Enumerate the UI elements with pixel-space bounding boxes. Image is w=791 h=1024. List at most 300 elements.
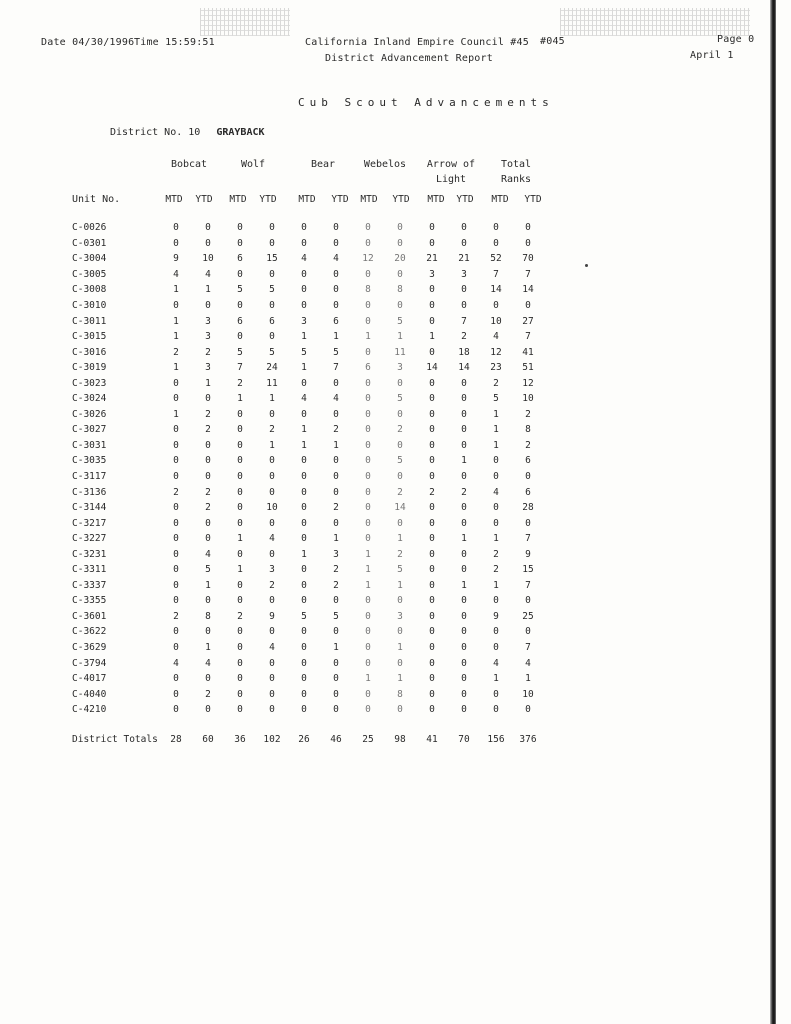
council-code: #045 <box>540 36 565 47</box>
table-cell: 0 <box>269 595 275 607</box>
table-cell: 0 <box>269 408 275 420</box>
table-cell: 0 <box>429 657 435 669</box>
table-cell: 0 <box>237 408 243 420</box>
table-cell: 0 <box>365 486 371 498</box>
table-cell: 28 <box>170 733 182 745</box>
table-cell: 0 <box>173 564 179 576</box>
table-cell: 0 <box>429 626 435 638</box>
table-cell: 2 <box>333 579 339 591</box>
table-cell: 24 <box>266 362 278 374</box>
table-cell: 0 <box>301 471 307 483</box>
scan-speck <box>585 264 588 267</box>
table-cell: 1 <box>173 284 179 296</box>
table-cell: 0 <box>429 533 435 545</box>
table-row <box>72 344 544 360</box>
table-cell: 2 <box>525 439 531 451</box>
table-cell: 0 <box>269 331 275 343</box>
table-cell: 0 <box>237 331 243 343</box>
table-cell: 1 <box>365 673 371 685</box>
table-cell: 8 <box>397 284 403 296</box>
table-cell: 0 <box>301 268 307 280</box>
table-cell: 2 <box>461 486 467 498</box>
table-cell: 7 <box>461 315 467 327</box>
table-cell: 0 <box>397 222 403 234</box>
table-cell: 0 <box>237 704 243 716</box>
table-cell: 8 <box>205 610 211 622</box>
table-cell: 0 <box>173 424 179 436</box>
table-cell: 0 <box>493 704 499 716</box>
table-cell: 8 <box>525 424 531 436</box>
table-cell: 0 <box>461 595 467 607</box>
table-cell: 1 <box>301 439 307 451</box>
column-group-5 <box>476 157 556 187</box>
table-cell: 25 <box>362 733 374 745</box>
table-cell: 0 <box>269 222 275 234</box>
table-cell: 0 <box>461 408 467 420</box>
table-cell: 0 <box>269 471 275 483</box>
subcolumn-header: MTD <box>427 194 445 205</box>
table-cell: 1 <box>173 408 179 420</box>
table-cell: 0 <box>493 455 499 467</box>
table-cell: 1 <box>397 331 403 343</box>
unit-number: C-3011 <box>72 315 107 327</box>
table-cell: 1 <box>173 362 179 374</box>
table-cell: 2 <box>397 548 403 560</box>
table-cell: 0 <box>205 533 211 545</box>
table-cell: 0 <box>173 393 179 405</box>
table-cell: 20 <box>394 253 406 265</box>
table-cell: 0 <box>301 300 307 311</box>
table-cell: 14 <box>490 284 502 296</box>
table-cell: 21 <box>426 253 438 265</box>
table-cell: 2 <box>173 486 179 498</box>
table-cell: 1 <box>333 533 339 545</box>
report-date: Date 04/30/1996 <box>41 37 135 48</box>
table-cell: 0 <box>493 502 499 514</box>
table-cell: 1 <box>397 673 403 685</box>
unit-number: C-3622 <box>72 626 107 638</box>
table-cell: 1 <box>301 548 307 560</box>
subcolumn-header: YTD <box>331 194 349 205</box>
table-row <box>72 702 544 718</box>
table-cell: 3 <box>205 315 211 327</box>
table-cell: 98 <box>394 733 406 745</box>
table-cell: 52 <box>490 253 502 265</box>
district-totals-table <box>72 731 544 747</box>
table-cell: 2 <box>173 610 179 622</box>
table-cell: 0 <box>333 377 339 389</box>
unit-number: C-3015 <box>72 331 107 343</box>
table-row <box>72 375 544 391</box>
table-cell: 60 <box>202 733 214 745</box>
table-cell: 0 <box>525 626 531 638</box>
table-cell: 0 <box>429 377 435 389</box>
table-cell: 0 <box>301 657 307 669</box>
table-cell: 0 <box>365 222 371 234</box>
table-cell: 5 <box>397 315 403 327</box>
table-cell: 0 <box>237 300 243 311</box>
table-cell: 0 <box>429 315 435 327</box>
table-cell: 7 <box>525 579 531 591</box>
table-row <box>72 313 544 329</box>
table-cell: 0 <box>429 300 435 311</box>
column-group-label: Wolf <box>240 159 266 170</box>
table-cell: 0 <box>365 610 371 622</box>
table-row <box>72 686 544 702</box>
table-cell: 0 <box>365 626 371 638</box>
table-cell: 15 <box>266 253 278 265</box>
table-cell: 0 <box>397 595 403 607</box>
table-cell: 0 <box>493 300 499 311</box>
table-cell: 10 <box>522 393 534 405</box>
table-cell: 0 <box>365 268 371 280</box>
table-cell: 0 <box>173 237 179 249</box>
subcolumn-header: YTD <box>259 194 277 205</box>
table-cell: 6 <box>333 315 339 327</box>
table-cell: 2 <box>333 424 339 436</box>
table-cell: 0 <box>461 704 467 716</box>
table-cell: 8 <box>365 284 371 296</box>
table-cell: 0 <box>461 688 467 700</box>
subcolumn-header: YTD <box>195 194 213 205</box>
table-cell: 3 <box>461 268 467 280</box>
table-cell: 0 <box>429 471 435 483</box>
unit-number: C-3031 <box>72 439 107 451</box>
table-cell: 0 <box>301 533 307 545</box>
scanned-page-edge <box>770 0 776 1024</box>
table-cell: 1 <box>493 579 499 591</box>
unit-number: C-4017 <box>72 673 107 685</box>
table-cell: 0 <box>429 642 435 654</box>
table-cell: 0 <box>301 642 307 654</box>
table-cell: 0 <box>461 377 467 389</box>
table-cell: 1 <box>205 579 211 591</box>
table-cell: 0 <box>461 564 467 576</box>
table-cell: 0 <box>365 408 371 420</box>
table-cell: 0 <box>237 237 243 249</box>
table-cell: 5 <box>397 455 403 467</box>
table-cell: 0 <box>173 704 179 716</box>
table-cell: 0 <box>429 673 435 685</box>
subcolumn-header: YTD <box>456 194 474 205</box>
table-cell: 0 <box>461 424 467 436</box>
table-cell: 1 <box>365 579 371 591</box>
unit-number: C-3024 <box>72 393 107 405</box>
table-cell: 2 <box>205 688 211 700</box>
unit-number: C-3227 <box>72 533 107 545</box>
table-cell: 1 <box>333 439 339 451</box>
table-cell: 0 <box>365 502 371 514</box>
table-row <box>72 593 544 609</box>
table-cell: 0 <box>269 268 275 280</box>
table-cell: 0 <box>493 642 499 654</box>
table-cell: 0 <box>461 610 467 622</box>
table-cell: 0 <box>429 408 435 420</box>
table-cell: 27 <box>522 315 534 327</box>
table-cell: 0 <box>365 517 371 529</box>
unit-number: C-3231 <box>72 548 107 560</box>
table-cell: 4 <box>205 657 211 669</box>
table-row <box>72 329 544 345</box>
table-cell: 0 <box>269 237 275 249</box>
table-cell: 0 <box>461 471 467 483</box>
table-cell: 0 <box>493 237 499 249</box>
table-cell: 0 <box>525 471 531 483</box>
table-cell: 0 <box>525 222 531 234</box>
unit-number: C-3217 <box>72 517 107 529</box>
table-cell: 0 <box>173 548 179 560</box>
table-cell: 1 <box>333 642 339 654</box>
table-cell: 0 <box>333 704 339 716</box>
table-cell: 0 <box>461 548 467 560</box>
table-cell: 2 <box>429 486 435 498</box>
table-cell: 0 <box>429 579 435 591</box>
table-cell: 0 <box>269 455 275 467</box>
table-cell: 2 <box>205 346 211 358</box>
table-cell: 2 <box>269 579 275 591</box>
table-cell: 4 <box>205 548 211 560</box>
table-row <box>72 562 544 578</box>
table-cell: 6 <box>365 362 371 374</box>
table-cell: 2 <box>173 346 179 358</box>
table-row <box>72 298 544 314</box>
table-cell: 0 <box>365 595 371 607</box>
table-row <box>72 578 544 594</box>
table-cell: 0 <box>365 471 371 483</box>
table-cell: 0 <box>205 704 211 716</box>
table-cell: 1 <box>429 331 435 343</box>
table-cell: 0 <box>493 222 499 234</box>
table-cell: 3 <box>397 362 403 374</box>
table-cell: 0 <box>429 564 435 576</box>
table-cell: 4 <box>493 331 499 343</box>
table-cell: 1 <box>237 533 243 545</box>
table-cell: 0 <box>493 626 499 638</box>
table-cell: 0 <box>205 237 211 249</box>
table-cell: 6 <box>269 315 275 327</box>
table-cell: 0 <box>365 455 371 467</box>
unit-number: C-3035 <box>72 455 107 467</box>
table-cell: 0 <box>461 673 467 685</box>
report-title: Cub Scout Advancements <box>298 96 554 109</box>
table-cell: 0 <box>269 673 275 685</box>
table-cell: 0 <box>429 424 435 436</box>
table-cell: 0 <box>301 284 307 296</box>
table-cell: 0 <box>461 284 467 296</box>
column-group-label: Arrow of <box>426 159 476 170</box>
table-cell: 51 <box>522 362 534 374</box>
table-cell: 0 <box>365 657 371 669</box>
table-row <box>72 655 544 671</box>
table-cell: 0 <box>237 548 243 560</box>
table-cell: 0 <box>173 688 179 700</box>
table-cell: 2 <box>493 564 499 576</box>
unit-number: C-3117 <box>72 471 107 483</box>
table-cell: 1 <box>365 548 371 560</box>
table-cell: 0 <box>461 626 467 638</box>
table-row <box>72 251 544 267</box>
table-cell: 1 <box>493 439 499 451</box>
table-cell: 7 <box>333 362 339 374</box>
unit-column-header: Unit No. <box>72 194 121 205</box>
table-cell: 2 <box>269 424 275 436</box>
table-cell: 18 <box>458 346 470 358</box>
table-cell: 4 <box>173 657 179 669</box>
table-cell: 41 <box>522 346 534 358</box>
report-time: Time 15:59:51 <box>134 37 215 48</box>
table-cell: 0 <box>237 455 243 467</box>
subcolumn-header: MTD <box>491 194 509 205</box>
page-number: Page 0 <box>717 34 755 45</box>
table-row <box>72 731 544 747</box>
table-cell: 0 <box>205 595 211 607</box>
table-cell: 0 <box>333 517 339 529</box>
table-cell: 3 <box>429 268 435 280</box>
table-cell: 12 <box>490 346 502 358</box>
table-cell: 1 <box>397 579 403 591</box>
table-cell: 2 <box>237 610 243 622</box>
column-group-label-line2: Ranks <box>500 174 532 185</box>
table-cell: 2 <box>205 424 211 436</box>
table-row <box>72 484 544 500</box>
table-cell: 0 <box>461 502 467 514</box>
table-row <box>72 422 544 438</box>
table-cell: 0 <box>173 439 179 451</box>
table-cell: 0 <box>333 486 339 498</box>
table-cell: 5 <box>301 610 307 622</box>
table-cell: 0 <box>173 517 179 529</box>
table-cell: 1 <box>525 673 531 685</box>
table-cell: 0 <box>269 626 275 638</box>
table-cell: 1 <box>397 642 403 654</box>
table-cell: 0 <box>237 688 243 700</box>
table-cell: 41 <box>426 733 438 745</box>
table-cell: 0 <box>429 610 435 622</box>
table-cell: 1 <box>269 439 275 451</box>
table-row <box>72 282 544 298</box>
table-cell: 6 <box>525 486 531 498</box>
table-row <box>72 407 544 423</box>
table-cell: 1 <box>205 642 211 654</box>
advancement-table <box>72 220 544 718</box>
table-cell: 0 <box>205 393 211 405</box>
table-cell: 4 <box>333 393 339 405</box>
table-cell: 6 <box>237 315 243 327</box>
table-cell: 5 <box>397 564 403 576</box>
table-cell: 0 <box>301 626 307 638</box>
unit-number: C-3004 <box>72 253 107 265</box>
table-row <box>72 438 544 454</box>
report-month: April 1 <box>690 50 734 61</box>
table-cell: 7 <box>525 331 531 343</box>
table-cell: 0 <box>429 455 435 467</box>
table-cell: 0 <box>237 471 243 483</box>
table-cell: 0 <box>525 517 531 529</box>
table-cell: 0 <box>365 315 371 327</box>
table-cell: 10 <box>522 688 534 700</box>
table-row <box>72 624 544 640</box>
table-cell: 0 <box>237 268 243 280</box>
table-cell: 5 <box>269 284 275 296</box>
table-cell: 0 <box>301 704 307 716</box>
table-cell: 70 <box>458 733 470 745</box>
table-cell: 0 <box>301 688 307 700</box>
unit-number: C-3629 <box>72 642 107 654</box>
scan-noise <box>560 8 750 36</box>
table-cell: 12 <box>522 377 534 389</box>
table-cell: 4 <box>301 393 307 405</box>
table-cell: 0 <box>461 393 467 405</box>
unit-number: C-3005 <box>72 268 107 280</box>
table-cell: 6 <box>525 455 531 467</box>
table-cell: 0 <box>429 393 435 405</box>
table-cell: 1 <box>301 424 307 436</box>
table-cell: 0 <box>493 595 499 607</box>
subcolumn-header: YTD <box>392 194 410 205</box>
table-cell: 4 <box>205 268 211 280</box>
table-cell: 70 <box>522 253 534 265</box>
district-label: District No. 10 <box>110 127 201 138</box>
table-cell: 0 <box>333 455 339 467</box>
table-cell: 0 <box>429 548 435 560</box>
table-cell: 4 <box>173 268 179 280</box>
table-cell: 0 <box>365 642 371 654</box>
table-cell: 0 <box>333 268 339 280</box>
table-cell: 1 <box>205 377 211 389</box>
table-cell: 0 <box>237 424 243 436</box>
subcolumn-header: YTD <box>524 194 542 205</box>
table-cell: 0 <box>365 346 371 358</box>
table-cell: 0 <box>365 393 371 405</box>
table-cell: 9 <box>269 610 275 622</box>
table-cell: 0 <box>301 579 307 591</box>
table-cell: 2 <box>525 408 531 420</box>
table-cell: 0 <box>493 471 499 483</box>
table-cell: 1 <box>397 533 403 545</box>
table-cell: 10 <box>202 253 214 265</box>
table-cell: 1 <box>237 393 243 405</box>
table-cell: 102 <box>263 733 281 745</box>
table-cell: 0 <box>365 300 371 311</box>
table-cell: 0 <box>429 502 435 514</box>
table-cell: 0 <box>301 673 307 685</box>
table-cell: 46 <box>330 733 342 745</box>
table-cell: 5 <box>333 610 339 622</box>
table-cell: 7 <box>237 362 243 374</box>
table-cell: 4 <box>269 642 275 654</box>
table-cell: 1 <box>301 331 307 343</box>
table-cell: 0 <box>493 517 499 529</box>
table-cell: 0 <box>429 704 435 716</box>
column-group-label-line2: Light <box>435 174 467 185</box>
table-cell: 4 <box>333 253 339 265</box>
table-cell: 0 <box>461 222 467 234</box>
table-cell: 5 <box>397 393 403 405</box>
table-cell: 0 <box>397 517 403 529</box>
table-cell: 0 <box>429 517 435 529</box>
unit-number: C-3136 <box>72 486 107 498</box>
unit-number: C-3794 <box>72 657 107 669</box>
table-cell: 1 <box>493 424 499 436</box>
table-cell: 0 <box>333 595 339 607</box>
district-name: GRAYBACK <box>216 127 265 138</box>
table-row <box>72 546 544 562</box>
table-cell: 3 <box>333 548 339 560</box>
table-cell: 0 <box>301 595 307 607</box>
scan-noise <box>200 8 290 36</box>
table-cell: 23 <box>490 362 502 374</box>
table-cell: 5 <box>237 346 243 358</box>
